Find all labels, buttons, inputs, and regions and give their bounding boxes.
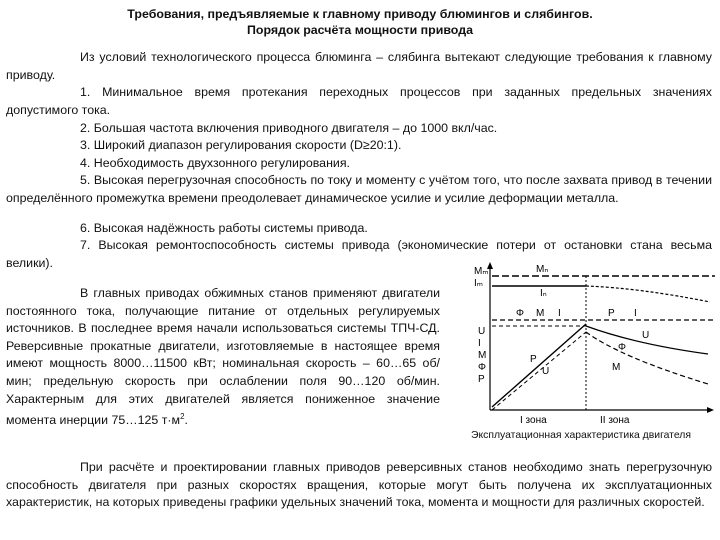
label-m-upper: M	[536, 308, 545, 319]
motors-paragraph-sup: 2	[180, 412, 185, 422]
u-rising-dashed	[492, 332, 586, 410]
label-phi-left: Φ	[478, 362, 486, 373]
requirement-7: 7. Высокая ремонтоспособность системы привода (экономические потери от остановки стана весьма велики).	[6, 238, 712, 270]
title-line-2: Порядок расчёта мощности привода	[247, 23, 473, 37]
label-u-right: U	[642, 330, 650, 341]
mn-curve	[586, 286, 710, 302]
requirement-6: 6. Высокая надёжность работы системы привода.	[80, 221, 368, 235]
label-u-zone1: U	[542, 366, 550, 377]
label-phi-upper: Φ	[516, 308, 524, 319]
intro-paragraph: Из условий технологического процесса блюминга – слябинга вытекают следующие требования к главному приводу.	[6, 50, 712, 82]
label-u-left: U	[478, 326, 486, 337]
requirement-5: 5. Высокая перегрузочная способность по току и моменту с учётом того, что после захвата привод в течении определённого промежутка времени преодолевает динамическое усилие и усилие деформации металла.	[6, 173, 712, 205]
label-i-right: I	[634, 308, 637, 319]
x-axis-arrow	[707, 407, 714, 413]
requirement-1: 1. Минимальное время протекания переходных процессов при заданных предельных значениях допустимого тока.	[6, 85, 712, 117]
label-mn: Mₙ	[536, 264, 549, 275]
label-zone-1: I зона	[520, 415, 547, 426]
label-m-left: M	[478, 350, 487, 361]
motors-paragraph-text: В главных приводах обжимных станов применяют двигатели постоянного тока, получающие питание от отдельных регулируемых источников. В последнее время начали использоваться системы ТПЧ-СД. Реверсивные прокатные двигатели, изготовляемые в настоящее время имеют мощность 8000…11500 кВт; номинальная скорость – 60…65 об/мин; предельную скорость при ослаблении поля 90…120 об/мин. Характерным для этих двигателей является пониженное значение момента инерции 75…125 т·м	[6, 286, 440, 428]
requirement-2: 2. Большая частота включения приводного двигателя – до 1000 вкл/час.	[80, 121, 498, 135]
label-i-upper: I	[558, 308, 561, 319]
label-in: Iₙ	[540, 288, 547, 299]
motors-paragraph	[6, 285, 440, 430]
label-i-left: I	[478, 338, 481, 349]
motors-paragraph-end: .	[184, 413, 188, 428]
label-m-right: M	[612, 362, 621, 373]
label-zone-2: II зона	[600, 415, 630, 426]
label-p-zone1: P	[530, 354, 537, 365]
u-p-rising-line	[492, 324, 586, 407]
figure-caption: Эксплуатационная характеристика двигателя	[471, 430, 691, 441]
label-phi-right: Φ	[618, 342, 626, 353]
operating-characteristic-chart	[470, 262, 716, 427]
requirement-3: 3. Широкий диапазон регулирования скорости (D≥20:1).	[80, 138, 402, 152]
conclusion-paragraph: При расчёте и проектировании главных приводов реверсивных станов необходимо знать перегрузочную способность двигателя при разных скоростях вращения, которые могут быть получена их эксплуатационных характеристик, на которых приведены графики удельных значений тока, момента и мощности для различных скоростей.	[6, 460, 712, 510]
requirement-4: 4. Необходимость двухзонного регулирования.	[80, 156, 350, 170]
label-p-left: P	[478, 374, 485, 385]
label-mm: Mₘ	[474, 266, 489, 277]
label-im: Iₘ	[474, 278, 484, 289]
label-p-right: P	[608, 308, 615, 319]
title-line-1: Требования, предъявляемые к главному приводу блюмингов и слябингов.	[127, 7, 593, 21]
